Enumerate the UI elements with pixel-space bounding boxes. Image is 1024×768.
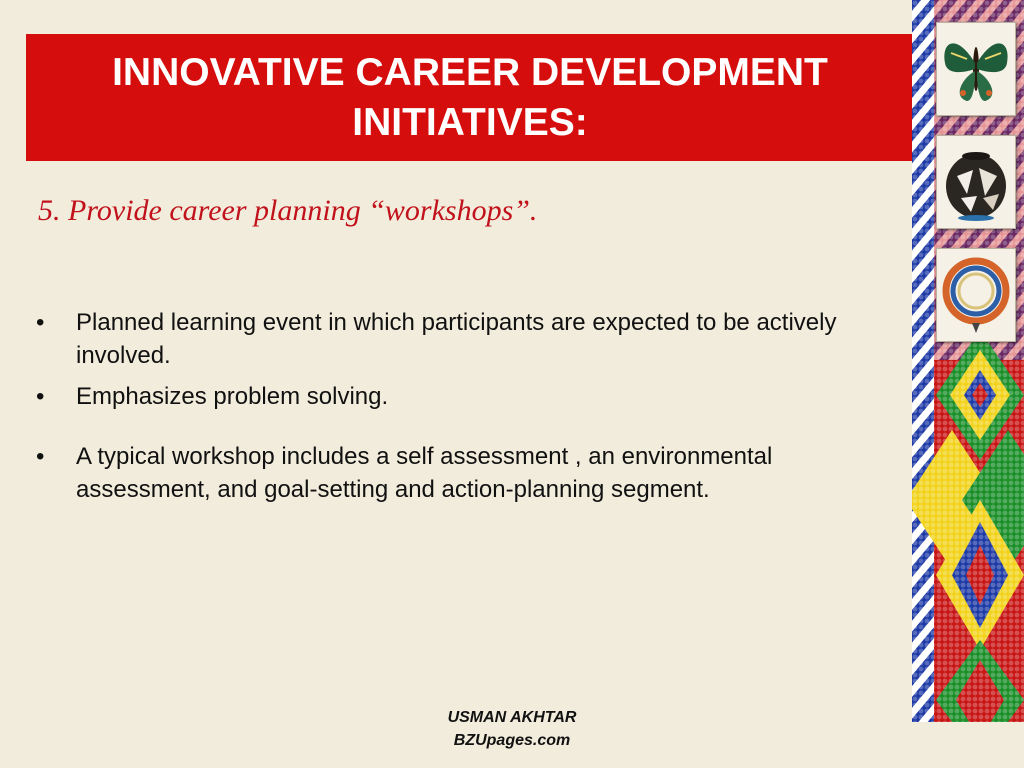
title-banner [26, 34, 914, 161]
footer-author: USMAN AKHTAR [447, 709, 577, 726]
bullet-marker: • [36, 383, 45, 410]
bullet-list [36, 306, 908, 506]
bullet-text: Emphasizes problem solving. [76, 383, 389, 410]
butterfly-icon [936, 22, 1016, 116]
footer-site: BZUpages.com [453, 732, 571, 749]
slide-title-line-1: INNOVATIVE CAREER DEVELOPMENT [112, 50, 828, 94]
pottery-vase-icon [936, 135, 1016, 229]
beaded-necklace-icon [936, 248, 1016, 342]
slide-subtitle: 5. Provide career planning “workshops”. [38, 194, 538, 227]
bullet-marker: • [36, 309, 45, 336]
bullet-item [36, 440, 908, 506]
bullet-marker: • [36, 443, 45, 470]
footer-credit [382, 706, 642, 752]
bullet-text: Planned learning event in which participants are expected to be actively involved. [76, 309, 837, 369]
bullet-item [36, 380, 908, 413]
bullet-text: A typical workshop includes a self assessment , an environmental assessment, and goal-setting and action-planning segment. [76, 443, 773, 503]
bullet-item [36, 306, 908, 372]
slide-title-line-2: INITIATIVES: [352, 100, 588, 144]
